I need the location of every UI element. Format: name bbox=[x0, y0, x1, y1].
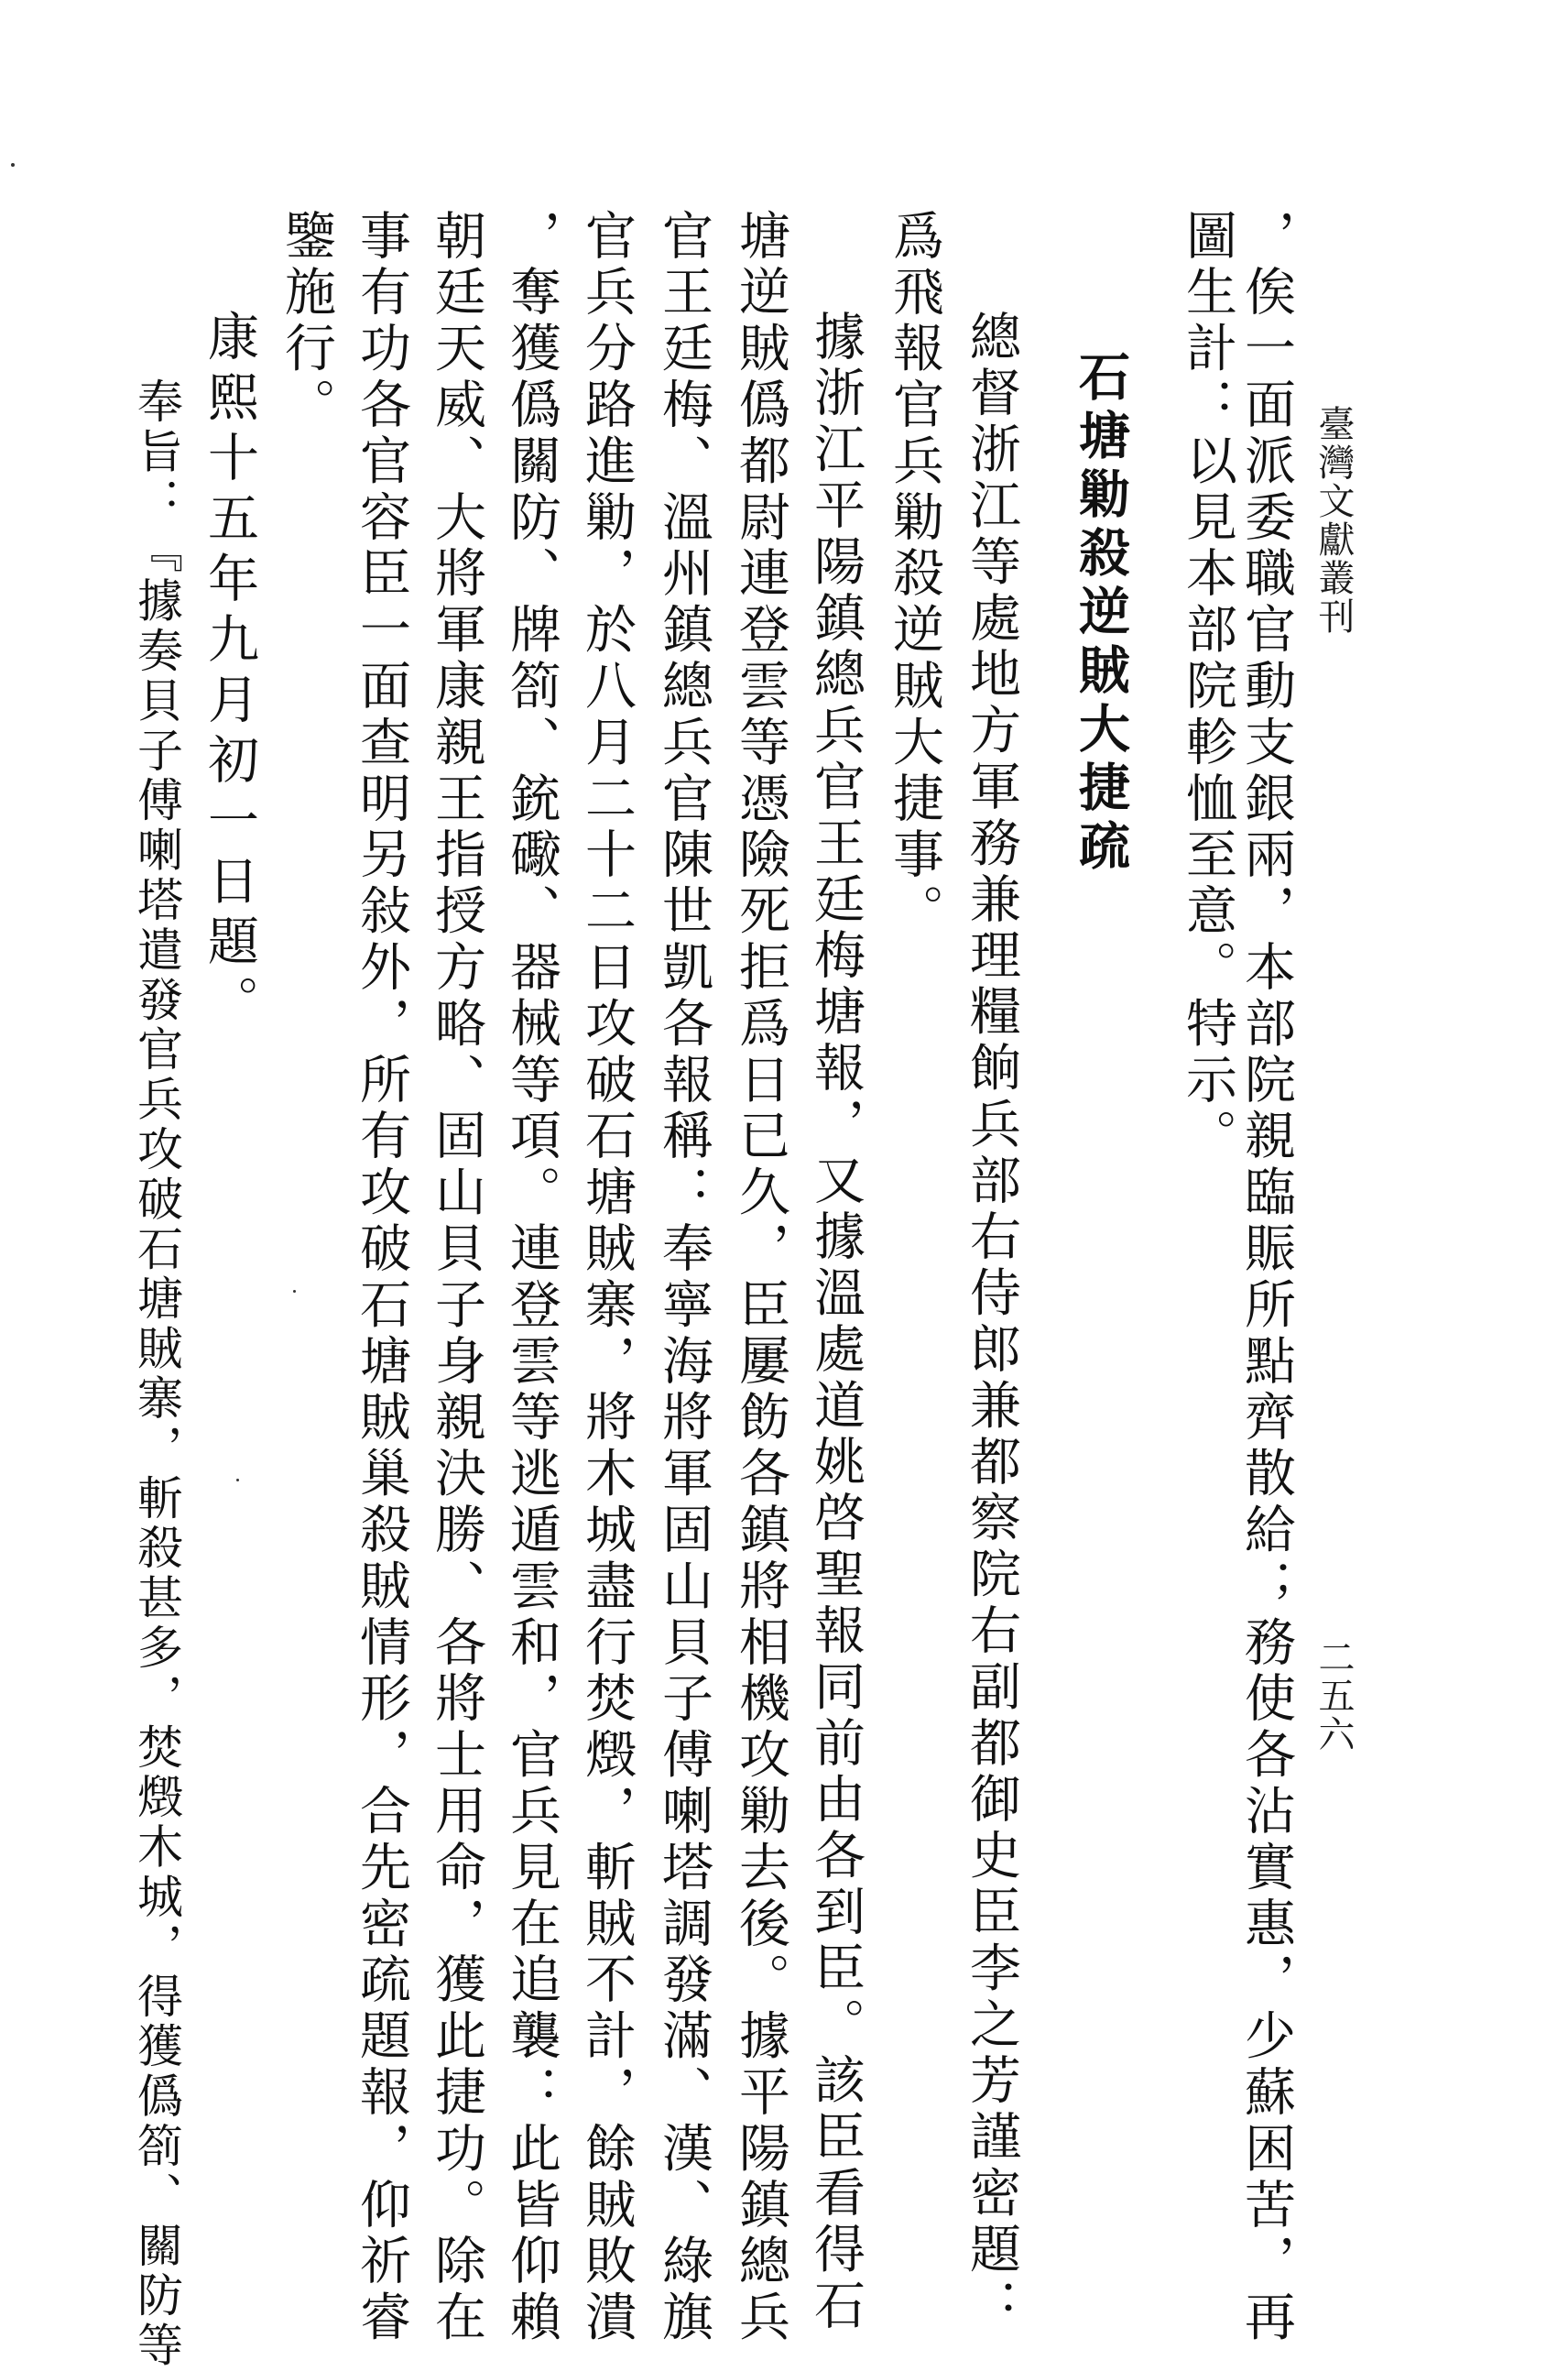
scan-speck bbox=[236, 1479, 239, 1481]
page-number: 二五六 bbox=[1312, 1638, 1355, 1754]
memorial-title: 石塘勦殺逆賊大捷疏 bbox=[1071, 350, 1131, 878]
scan-speck bbox=[293, 1290, 296, 1293]
text-column-6: 塘逆賊僞都尉連登雲等憑險死拒爲日已久，臣屢飭各鎮將相機攻勦去後。據平陽鎮總兵 bbox=[731, 209, 790, 2347]
text-column-1: ，俟一面派委職官動支銀兩，本部院親臨賑所點齊散給；務使各沾實惠，少蘇困苦，再 bbox=[1236, 209, 1296, 2347]
text-column-3: 總督浙江等處地方軍務兼理糧餉兵部右侍郎兼都察院右副都御史臣李之芳謹密題： bbox=[962, 310, 1021, 2335]
text-column-8: 官兵分路進勦，於八月二十二日攻破石塘賊寨，將木城盡行焚燬，斬賊不計，餘賊敗潰 bbox=[577, 209, 637, 2347]
date-line: 康熙十五年九月初一日題。 bbox=[200, 310, 259, 1035]
text-column-2: 圖生計：以見本部院軫恤至意。特示。 bbox=[1178, 209, 1237, 1165]
imperial-rescript: 奉旨：『據奏貝子傅喇塔遣發官兵攻破石塘賊寨，斬殺甚多，焚燬木城，得獲僞箚、關防等 bbox=[130, 377, 183, 2371]
text-column-11: 事有功各官容臣一面查明另敍外，所有攻破石塘賊巢殺賊情形，合先密疏題報，仰祈睿 bbox=[352, 209, 411, 2347]
scan-speck bbox=[11, 163, 15, 167]
text-column-10: 朝廷天威、大將軍康親王指授方略、固山貝子身親決勝、各將士用命，獲此捷功。除在 bbox=[427, 209, 486, 2347]
publication-title: 臺灣文獻叢刊 bbox=[1312, 405, 1355, 636]
text-column-9: ，奪獲僞關防、牌箚、銃礮、器械等項。連登雲等逃遁雲和，官兵見在追襲：此皆仰賴 bbox=[502, 209, 561, 2347]
text-column-5: 據浙江平陽鎮總兵官王廷梅塘報，又據溫處道姚啓聖報同前由各到臣。該臣看得石 bbox=[806, 310, 866, 2335]
text-column-12: 鑒施行。 bbox=[277, 209, 336, 434]
text-column-7: 官王廷梅、溫州鎮總兵官陳世凱各報稱：奉寧海將軍固山貝子傅喇塔調發滿、漢、綠旗 bbox=[654, 209, 713, 2347]
text-column-4: 爲飛報官兵勦殺逆賊大捷事。 bbox=[885, 209, 944, 941]
